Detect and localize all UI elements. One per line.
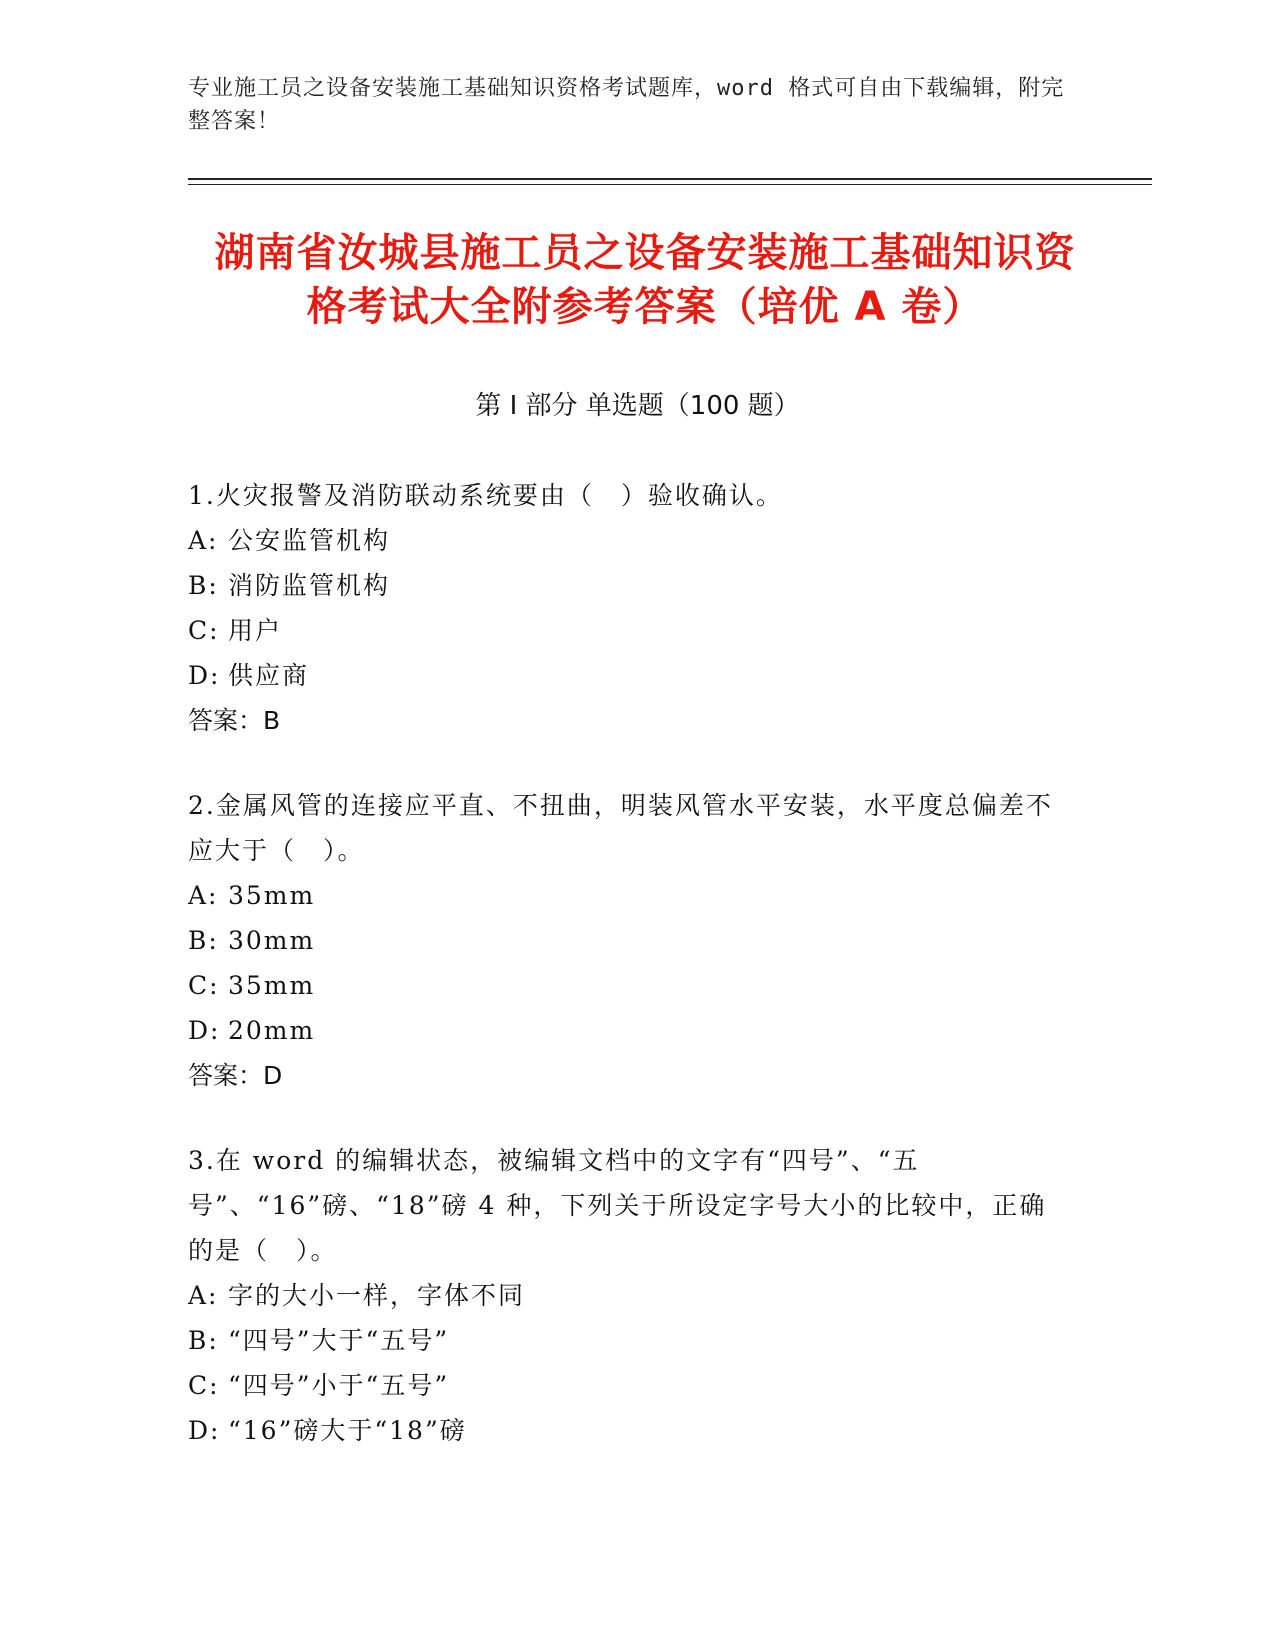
option-d bbox=[188, 653, 1068, 698]
question-3 bbox=[188, 1138, 1068, 1453]
question-1 bbox=[188, 473, 1068, 743]
answer: 答案：B bbox=[188, 706, 281, 735]
option-label: D: bbox=[188, 1016, 221, 1045]
option-text: 20mm bbox=[228, 1016, 316, 1045]
option-label: C: bbox=[188, 616, 220, 645]
option-b bbox=[188, 1318, 1068, 1363]
option-d bbox=[188, 1008, 1068, 1053]
question-list bbox=[188, 473, 1068, 1493]
option-text: 字的大小一样，字体不同 bbox=[228, 1281, 526, 1310]
answer: 答案：D bbox=[188, 1061, 283, 1090]
option-a bbox=[188, 873, 1068, 918]
question-2 bbox=[188, 783, 1068, 1098]
option-label: D: bbox=[188, 1416, 221, 1445]
question-stem: 1.火灾报警及消防联动系统要由（ ）验收确认。 bbox=[188, 481, 783, 510]
option-b bbox=[188, 563, 1068, 608]
option-label: C: bbox=[188, 971, 220, 1000]
option-label: A: bbox=[188, 1281, 219, 1310]
option-b bbox=[188, 918, 1068, 963]
section-title: 第 I 部分 单选题（100 题） bbox=[475, 391, 800, 421]
header-rule-thick bbox=[188, 178, 1152, 180]
option-text: 供应商 bbox=[228, 661, 310, 690]
option-label: A: bbox=[188, 526, 219, 555]
header-rule-thin bbox=[188, 184, 1152, 185]
option-label: B: bbox=[188, 571, 219, 600]
document-title: 湖南省汝城县施工员之设备安装施工基础知识资格考试大全附参考答案（培优 A 卷） bbox=[214, 230, 1076, 330]
option-label: C: bbox=[188, 1371, 220, 1400]
option-text: 消防监管机构 bbox=[228, 571, 391, 600]
option-text: “四号”小于“五号” bbox=[228, 1371, 450, 1400]
option-text: 30mm bbox=[228, 926, 316, 955]
option-c bbox=[188, 1363, 1068, 1408]
option-label: A: bbox=[188, 881, 219, 910]
option-label: D: bbox=[188, 661, 221, 690]
option-a bbox=[188, 1273, 1068, 1318]
question-stem: 2.金属风管的连接应平直、不扭曲，明装风管水平安装，水平度总偏差不应大于（ ）。 bbox=[188, 791, 1053, 865]
option-text: “四号”大于“五号” bbox=[228, 1326, 450, 1355]
option-label: B: bbox=[188, 1326, 219, 1355]
option-text: “16”磅大于“18”磅 bbox=[228, 1416, 467, 1445]
option-text: 35mm bbox=[228, 881, 316, 910]
option-c bbox=[188, 608, 1068, 653]
header-note: 专业施工员之设备安装施工基础知识资格考试题库，word 格式可自由下载编辑，附完整答案！ bbox=[188, 76, 1065, 134]
option-c bbox=[188, 963, 1068, 1008]
option-text: 用户 bbox=[228, 616, 283, 645]
question-stem: 3.在 word 的编辑状态，被编辑文档中的文字有“四号”、“五号”、“16”磅、“18”磅 4 种，下列关于所设定字号大小的比较中，正确的是（ ）。 bbox=[188, 1146, 1047, 1265]
option-a bbox=[188, 518, 1068, 563]
option-label: B: bbox=[188, 926, 219, 955]
option-text: 35mm bbox=[228, 971, 316, 1000]
option-text: 公安监管机构 bbox=[228, 526, 391, 555]
option-d bbox=[188, 1408, 1068, 1453]
